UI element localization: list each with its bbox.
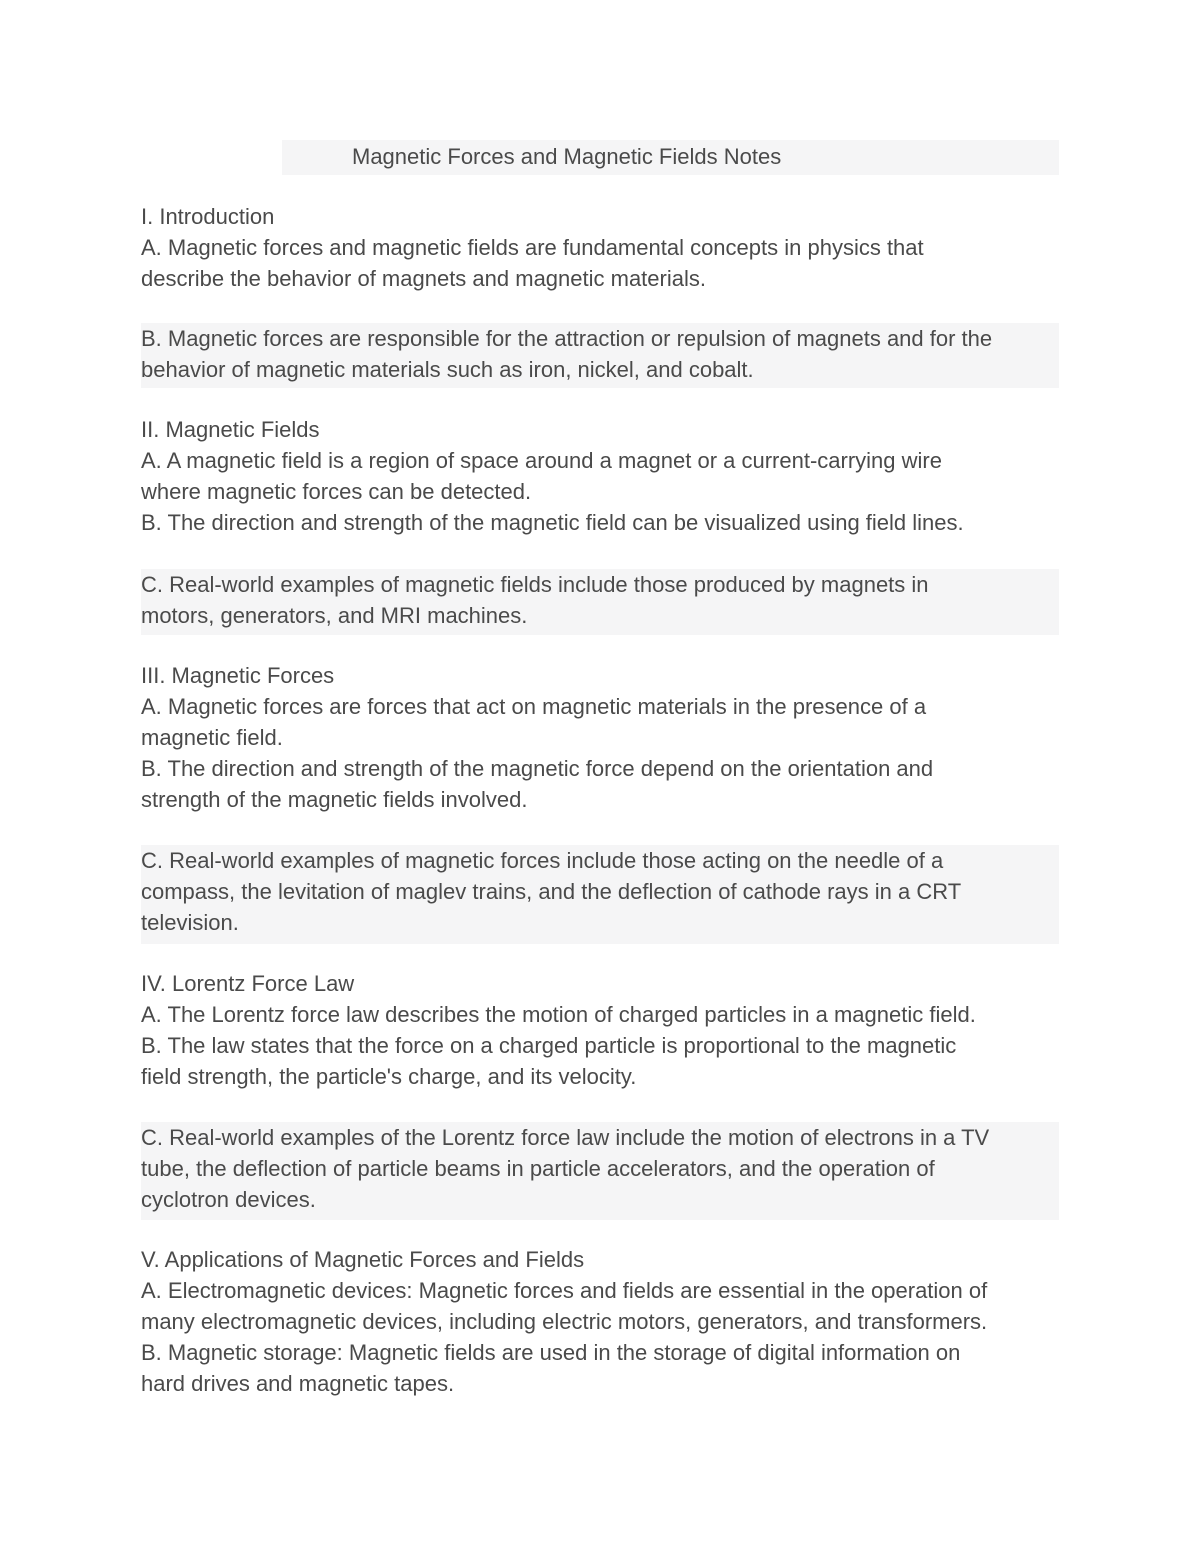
paragraph-line: A. Electromagnetic devices: Magnetic forces and fields are essential in the operation of <box>141 1278 988 1303</box>
paragraph-line: C. Real-world examples of the Lorentz force law include the motion of electrons in a TV <box>141 1125 990 1150</box>
section-applications <box>141 1244 1059 1399</box>
highlighted-paragraph <box>141 845 1059 944</box>
paragraph-line: C. Real-world examples of magnetic forces include those acting on the needle of a <box>141 848 944 873</box>
paragraph-line: field strength, the particle's charge, and its velocity. <box>141 1064 637 1089</box>
paragraph-line: behavior of magnetic materials such as iron, nickel, and cobalt. <box>141 357 754 382</box>
section-heading: V. Applications of Magnetic Forces and Fields <box>141 1247 585 1272</box>
paragraph-line: describe the behavior of magnets and magnetic materials. <box>141 266 706 291</box>
section-lorentz-force-law <box>141 968 1059 1092</box>
section-magnetic-fields <box>141 414 1059 538</box>
paragraph-line: C. Real-world examples of magnetic fields include those produced by magnets in <box>141 572 929 597</box>
paragraph-line: A. The Lorentz force law describes the motion of charged particles in a magnetic field. <box>141 1002 976 1027</box>
paragraph-line: motors, generators, and MRI machines. <box>141 603 528 628</box>
paragraph-line: A. Magnetic forces are forces that act on magnetic materials in the presence of a <box>141 694 927 719</box>
section-heading: III. Magnetic Forces <box>141 663 335 688</box>
paragraph-line: compass, the levitation of maglev trains, and the deflection of cathode rays in a CRT <box>141 879 962 904</box>
paragraph-line: where magnetic forces can be detected. <box>141 479 532 504</box>
paragraph-line: many electromagnetic devices, including electric motors, generators, and transformers. <box>141 1309 988 1334</box>
title-bar <box>282 140 1059 175</box>
paragraph-line: A. Magnetic forces and magnetic fields are fundamental concepts in physics that <box>141 235 924 260</box>
highlighted-paragraph <box>141 569 1059 635</box>
paragraph-line: magnetic field. <box>141 725 283 750</box>
section-heading: II. Magnetic Fields <box>141 417 320 442</box>
paragraph-line: A. A magnetic field is a region of space around a magnet or a current-carrying wire <box>141 448 942 473</box>
paragraph-line: B. The direction and strength of the magnetic force depend on the orientation and <box>141 756 934 781</box>
section-introduction <box>141 201 1059 294</box>
section-heading: IV. Lorentz Force Law <box>141 971 355 996</box>
paragraph-line: B. The law states that the force on a charged particle is proportional to the magnetic <box>141 1033 957 1058</box>
paragraph-line: B. The direction and strength of the magnetic field can be visualized using field lines. <box>141 510 964 535</box>
paragraph-line: hard drives and magnetic tapes. <box>141 1371 455 1396</box>
document-title: Magnetic Forces and Magnetic Fields Notes <box>352 144 782 169</box>
paragraph-line: tube, the deflection of particle beams in particle accelerators, and the operation of <box>141 1156 935 1181</box>
paragraph-line: strength of the magnetic fields involved. <box>141 787 528 812</box>
section-magnetic-forces <box>141 660 1059 815</box>
paragraph-line: B. Magnetic storage: Magnetic fields are used in the storage of digital information on <box>141 1340 961 1365</box>
highlighted-paragraph <box>141 1122 1059 1220</box>
paragraph-line: cyclotron devices. <box>141 1187 316 1212</box>
paragraph-line: television. <box>141 910 239 935</box>
section-heading: I. Introduction <box>141 204 275 229</box>
highlighted-paragraph <box>141 323 1059 388</box>
paragraph-line: B. Magnetic forces are responsible for the attraction or repulsion of magnets and for the <box>141 326 993 351</box>
